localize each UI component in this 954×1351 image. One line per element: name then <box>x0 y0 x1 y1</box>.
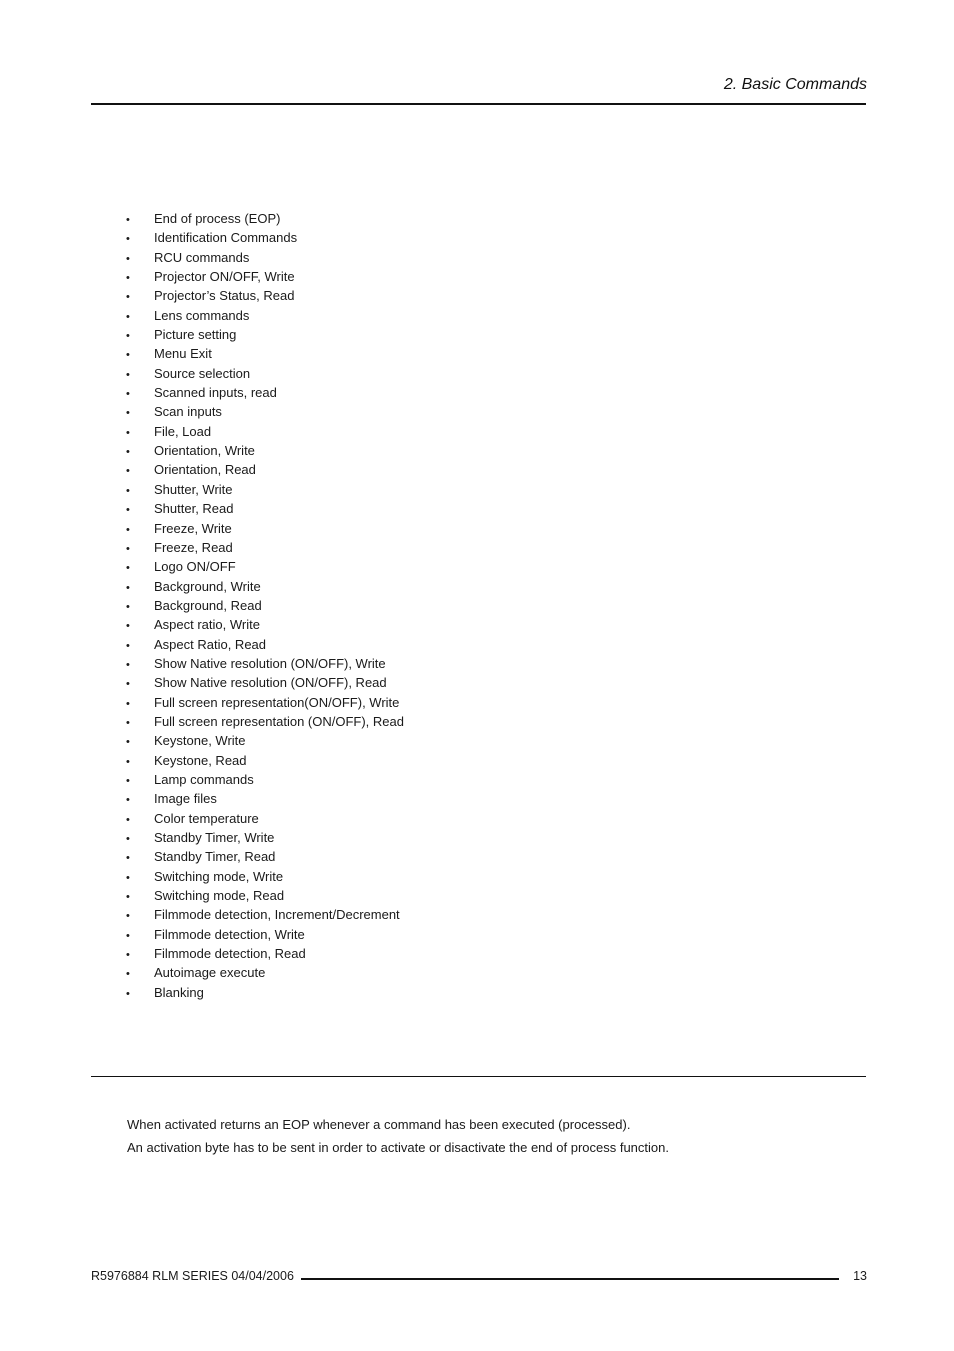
list-item <box>126 248 404 267</box>
list-item <box>126 209 404 228</box>
list-item-label: Blanking <box>154 984 204 1000</box>
list-item-label: Identification Commands <box>154 230 298 246</box>
list-item-label: Keystone, Write <box>154 733 246 749</box>
list-item-label: Shutter, Read <box>154 501 234 517</box>
list-item <box>126 615 404 634</box>
list-item-label: Keystone, Read <box>154 752 247 768</box>
bullet-icon: • <box>126 542 130 555</box>
bullet-icon: • <box>126 929 130 942</box>
bullet-icon: • <box>126 871 130 884</box>
list-item <box>126 344 404 363</box>
list-item-label: Orientation, Read <box>154 462 256 478</box>
section-title: 2. Basic Commands <box>723 76 867 93</box>
list-item <box>126 267 404 286</box>
list-item <box>126 983 404 1002</box>
list-item <box>126 905 404 924</box>
bullet-icon: • <box>126 504 130 517</box>
list-item-label: Source selection <box>154 365 251 381</box>
bullet-icon: • <box>126 755 130 768</box>
list-item <box>126 441 404 460</box>
list-item <box>126 731 404 750</box>
list-item <box>126 402 404 421</box>
list-item <box>126 925 404 944</box>
bullet-icon: • <box>126 658 130 671</box>
list-item-label: Background, Read <box>154 597 262 613</box>
bullet-icon: • <box>126 639 130 652</box>
bullet-icon: • <box>126 833 130 845</box>
list-item <box>126 809 404 828</box>
list-item-label: Menu Exit <box>154 346 212 362</box>
list-item-label: Standby Timer, Read <box>154 849 276 865</box>
bullet-icon: • <box>126 426 130 439</box>
list-item-label: Scan inputs <box>154 404 222 420</box>
list-item <box>126 789 404 808</box>
bullet-icon: • <box>126 794 130 807</box>
list-item-label: Show Native resolution (ON/OFF), Write <box>154 655 386 671</box>
list-item <box>126 480 404 499</box>
bullet-icon: • <box>126 446 130 459</box>
bullet-icon: • <box>126 349 130 362</box>
list-item-label: Image files <box>154 791 217 807</box>
bullet-icon: • <box>126 368 130 381</box>
footer-doc-info: R5976884 RLM SERIES 04/04/2006 <box>91 1269 294 1283</box>
bullet-icon: • <box>126 620 130 633</box>
list-item <box>126 538 404 557</box>
list-item <box>126 963 404 982</box>
list-item-label: Freeze, Read <box>154 539 233 555</box>
bullet-icon: • <box>126 310 130 323</box>
list-item-label: Full screen representation (ON/OFF), Read <box>154 713 404 729</box>
list-item-label: Scanned inputs, read <box>154 385 277 401</box>
list-item-label: End of process (EOP) <box>154 211 281 226</box>
bullet-icon: • <box>126 716 130 729</box>
list-item-label: Full screen representation(ON/OFF), Write <box>154 694 400 710</box>
list-item <box>126 519 404 538</box>
bullet-icon: • <box>126 214 130 226</box>
list-item-label: Orientation, Write <box>154 443 255 459</box>
body-paragraph: An activation byte has to be sent in order to activate or disactivate the end of process function. <box>127 1140 669 1155</box>
list-item <box>126 770 404 789</box>
bullet-icon: • <box>126 910 130 923</box>
list-item <box>126 847 404 866</box>
list-item-label: Color temperature <box>154 810 259 826</box>
list-item <box>126 693 404 712</box>
bullet-icon: • <box>126 774 130 787</box>
list-item-label: Standby Timer, Write <box>154 830 275 845</box>
bullet-icon: • <box>126 813 130 826</box>
list-item <box>126 499 404 518</box>
bullet-icon: • <box>126 736 130 749</box>
list-item-label: Shutter, Write <box>154 481 233 497</box>
bullet-icon: • <box>126 233 130 246</box>
bullet-icon: • <box>126 252 130 265</box>
list-item <box>126 383 404 402</box>
list-item-label: Projector’s Status, Read <box>154 288 295 304</box>
list-item-label: Projector ON/OFF, Write <box>154 269 295 285</box>
list-item-label: Show Native resolution (ON/OFF), Read <box>154 675 387 691</box>
bullet-icon: • <box>126 600 130 613</box>
bullet-icon: • <box>126 581 130 594</box>
list-item <box>126 422 404 441</box>
list-item <box>126 673 404 692</box>
bullet-icon: • <box>126 272 130 285</box>
list-item-label: Background, Write <box>154 578 261 594</box>
list-item-label: Lens commands <box>154 307 250 323</box>
list-item <box>126 364 404 383</box>
list-item <box>126 712 404 731</box>
list-item-label: Aspect ratio, Write <box>154 617 260 633</box>
command-list <box>126 209 404 1002</box>
bullet-icon: • <box>126 407 130 420</box>
bullet-icon: • <box>126 949 130 962</box>
list-item-label: Switching mode, Write <box>154 868 284 884</box>
page-footer <box>91 1266 867 1286</box>
list-item <box>126 944 404 963</box>
list-item-label: RCU commands <box>154 249 250 265</box>
list-item-label: Freeze, Write <box>154 520 232 536</box>
list-item-label: Filmmode detection, Read <box>154 946 306 962</box>
bullet-icon: • <box>126 465 130 478</box>
page-number: 13 <box>853 1269 867 1283</box>
bullet-icon: • <box>126 291 130 304</box>
list-item-label: Logo ON/OFF <box>154 559 236 575</box>
list-item <box>126 306 404 325</box>
bullet-icon: • <box>126 968 130 981</box>
list-item <box>126 635 404 654</box>
bullet-icon: • <box>126 484 130 497</box>
list-item <box>126 751 404 770</box>
bullet-icon: • <box>126 562 130 575</box>
list-item <box>126 654 404 673</box>
list-item <box>126 577 404 596</box>
list-item-label: Filmmode detection, Increment/Decrement <box>154 907 400 923</box>
list-item <box>126 228 404 247</box>
list-item-label: Filmmode detection, Write <box>154 926 305 942</box>
bullet-icon: • <box>126 330 130 343</box>
list-item-label: Aspect Ratio, Read <box>154 636 267 652</box>
section-divider <box>91 1076 866 1077</box>
list-item-label: Lamp commands <box>154 771 254 787</box>
bullet-icon: • <box>126 697 130 710</box>
bullet-icon: • <box>126 891 130 904</box>
list-item <box>126 325 404 344</box>
list-item-label: File, Load <box>154 423 212 439</box>
list-item-label: Switching mode, Read <box>154 888 285 904</box>
list-item <box>126 460 404 479</box>
bullet-icon: • <box>126 523 130 536</box>
bullet-icon: • <box>126 987 130 1000</box>
list-item <box>126 867 404 886</box>
list-item <box>126 286 404 305</box>
list-item <box>126 886 404 905</box>
list-item-label: Picture setting <box>154 327 237 343</box>
header-rule <box>91 103 866 105</box>
bullet-icon: • <box>126 388 130 401</box>
bullet-icon: • <box>126 852 130 865</box>
body-paragraph: When activated returns an EOP whenever a command has been executed (processed). <box>127 1117 631 1132</box>
bullet-icon: • <box>126 678 130 691</box>
body-text <box>127 1115 669 1161</box>
list-item <box>126 557 404 576</box>
list-item <box>126 596 404 615</box>
list-item <box>126 828 404 847</box>
footer-rule <box>301 1278 839 1280</box>
list-item-label: Autoimage execute <box>154 965 266 981</box>
